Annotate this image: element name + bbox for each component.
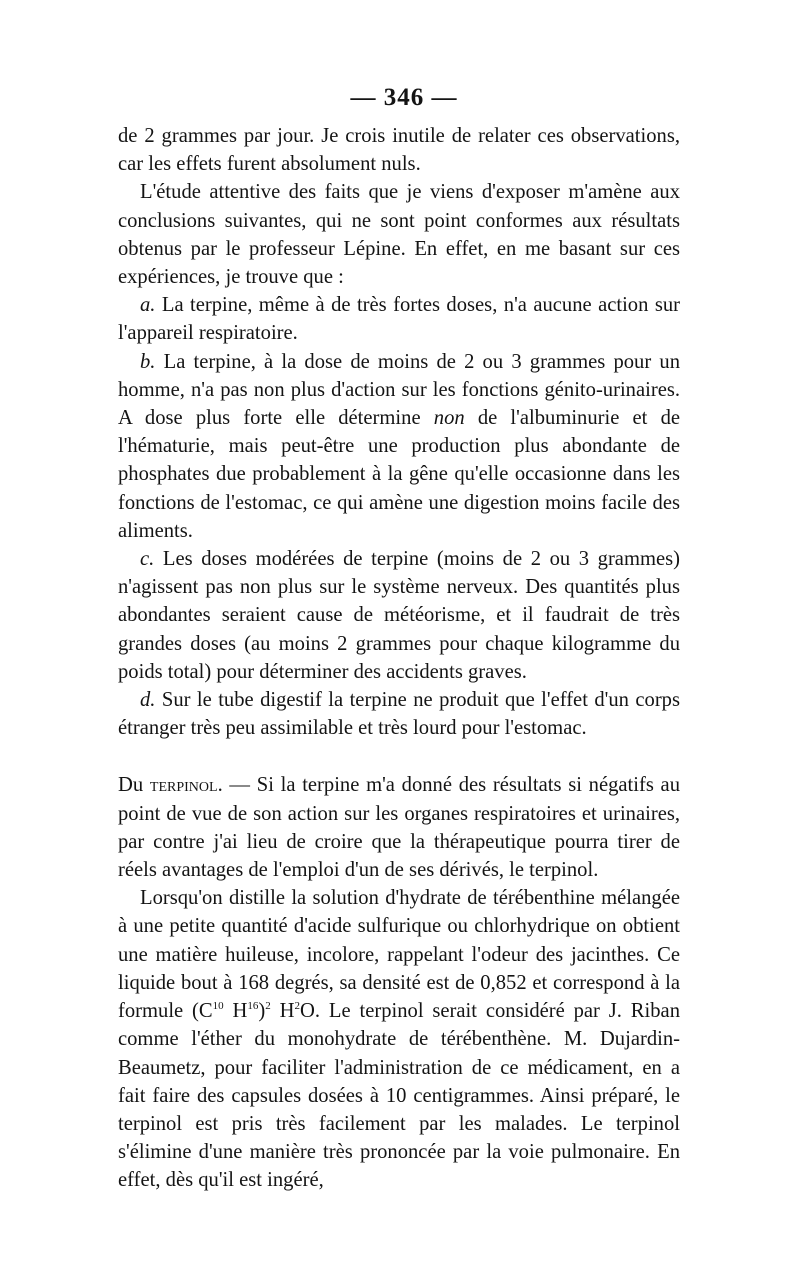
conclusion-c-letter: c. bbox=[140, 548, 155, 571]
conclusion-b-text-2: de l'albuminurie et de l'hématurie, mais peut-être une production plus abondante de phosphates due probablement à la gêne qu'elle occasionne dans les fonctions de l'estomac, ce qui amène une digestion moins facile des aliments. bbox=[118, 407, 681, 542]
conclusion-b bbox=[118, 348, 680, 545]
distillation-text-1: Lorsqu'on distille la solution d'hydrate de térébenthine mélangée à une petite quantité d'acide sulfurique ou chlorhydrique on obtient une matière huileuse, incolore, rappelant l'odeur des jacinthes. Ce liquide bout à 168 degrés, sa densité est de 0,852 et correspond à la formule (C bbox=[118, 887, 680, 1023]
formula-sup-1: 10 bbox=[212, 1000, 224, 1013]
formula-sup-4: 2 bbox=[294, 1000, 301, 1013]
conclusion-b-emphasis: non bbox=[433, 407, 465, 430]
distillation-text-2: H bbox=[223, 1000, 248, 1023]
conclusion-d-text: Sur le tube digestif la terpine ne produit que l'effet d'un corps étranger très peu assimilable et très lourd pour l'estomac. bbox=[118, 689, 680, 740]
book-page bbox=[118, 84, 680, 1195]
conclusion-d-letter: d. bbox=[140, 689, 156, 712]
conclusion-a bbox=[118, 291, 680, 347]
paragraph-conclusions-intro: L'étude attentive des faits que je viens d'exposer m'amène aux conclusions suivantes, qui ne sont point conformes aux résultats obtenus par le professeur Lépine. En effet, en me basant sur ces expériences, je trouve que : bbox=[118, 181, 680, 289]
terpinol-lead-2: . — bbox=[217, 774, 257, 797]
paragraph-distillation bbox=[118, 884, 680, 1194]
conclusion-a-letter: a. bbox=[140, 294, 156, 317]
conclusion-b-text-1: La terpine, à la dose de moins de 2 ou 3 grammes pour un homme, n'a pas non plus d'action sur les fonctions génito-urinaires. A dose plus forte elle détermine bbox=[118, 350, 680, 430]
conclusion-c bbox=[118, 545, 680, 686]
conclusion-a-text: La terpine, même à de très fortes doses, n'a aucune action sur l'appareil respiratoire. bbox=[118, 294, 680, 345]
formula-sup-3: 2 bbox=[265, 1000, 271, 1013]
terpinol-lead-1: Du bbox=[118, 774, 150, 797]
conclusion-b-letter: b. bbox=[140, 350, 156, 373]
distillation-text-3: ) bbox=[258, 1000, 266, 1023]
paragraph-terpinol bbox=[118, 771, 680, 884]
distillation-text-5: O. Le terpinol serait considéré par J. Riban comme l'éther du monohydrate de térébenthène. M. Dujardin-Beaumetz, pour faciliter l'administration de ce médicament, en a fait faire des capsules dosées à 10 centigrammes. Ainsi préparé, le terpinol est pris très facilement par les malades. Le terpinol s'élimine d'une manière très prononcée par la voie pulmonaire. En effet, dès qu'il est ingéré, bbox=[118, 1000, 680, 1192]
conclusion-c-text: Les doses modérées de terpine (moins de 2 ou 3 grammes) n'agissent pas non plus sur le système nerveux. Des quantités plus abondantes seraient cause de météorisme, et il faudrait de très grandes doses (au moins 2 grammes pour chaque kilogramme du poids total) pour déterminer des accidents graves. bbox=[118, 548, 680, 683]
distillation-text-4: H bbox=[270, 1000, 295, 1023]
paragraph-continuation: de 2 grammes par jour. Je crois inutile de relater ces observations, car les effets furent absolument nuls. bbox=[118, 125, 680, 176]
terpinol-section-heading: terpinol bbox=[149, 774, 218, 797]
page-number: — 346 — bbox=[350, 84, 458, 111]
terpinol-text: Si la terpine m'a donné des résultats si négatifs au point de vue de son action sur les organes respiratoires et urinaires, par contre j'ai lieu de croire que la thérapeutique pourra tirer de réels avantages de l'emploi d'un de ses dérivés, le terpinol. bbox=[118, 774, 680, 882]
formula-sup-2: 16 bbox=[247, 1000, 259, 1013]
conclusion-d bbox=[118, 686, 680, 742]
section-gap bbox=[118, 742, 680, 771]
